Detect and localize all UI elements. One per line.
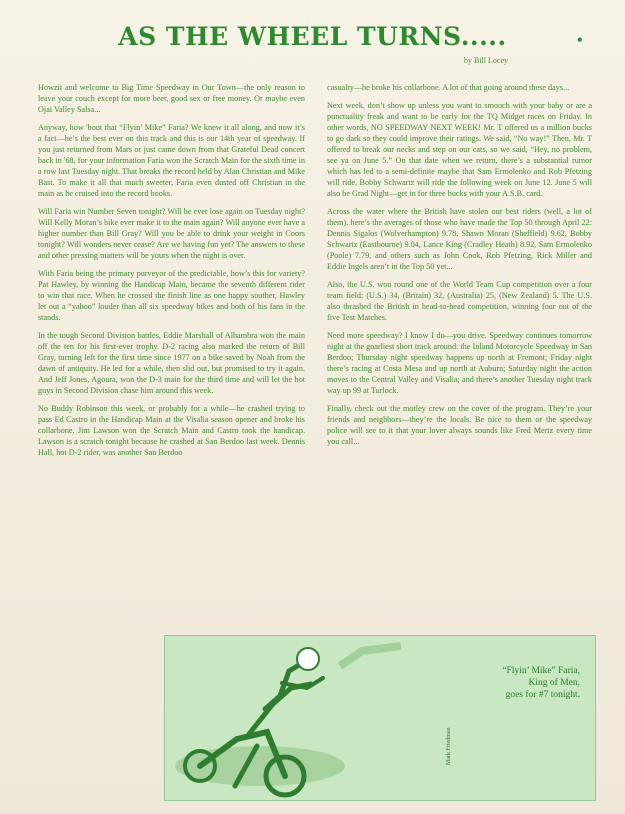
caption-line-3: goes for #7 tonight. (505, 690, 580, 700)
page-title: AS THE WHEEL TURNS..... (118, 22, 507, 51)
right-paragraph-1: casualty—he broke his collarbone. A lot of that going around these days... (327, 83, 570, 92)
right-paragraph-3: Across the water where the British have stolen our best riders (well, a lot of them), here’s the averages of those who have made the Top 50 through April 22: Dennis Sigalos (Wolverhampton) 9.78, Shawn Moran (Sheffield) 9.62, Bobby Schwartz (Eastbourne) 9.04, Lance King (Cradley Heath) 8.92, Sam Ermolenko (Poole) 7.79, and others such as John Cook, Rob Pfetzing, Rick Miller and Eddie Ingels aren’t in the Top 50 yet... (327, 207, 592, 271)
rider-photo (164, 635, 596, 801)
left-paragraph-3: Will Faria win Number Seven tonight? Will he ever lose again on Tuesday night? Will Kelly Moran’s bike ever make it to the main again? Will anyone ever have a higher number than Bill Gray? Will you be able to drink your weight in Coors tonight? Will wonders never cease? Are we having fun yet? The answers to these and other pressing matters will be yours when the night is over. (38, 207, 305, 260)
right-paragraph-5: Need more speedway? I know I do—you drive. Speedway continues tomorrow night at the gnarliest short track around: the Inland Motorcycle Speedway in San Berdoo; Thursday night speedway happens up north at Fremont; Friday night there’s racing at Costa Mesa and up north at Auburn; Saturday night the action moves to the Central Valley and Visalia; and there’s another Tuesday night track way up 99 at Turlock. (327, 331, 592, 395)
left-paragraph-5: In the tough Second Division battles, Eddie Marshall of Alhambra won the main off the ten for his first-ever trophy. D-2 racing also marked the return of Bill Gray, turning left for the first time since 1977 on a bike saved by Noah from the dawn of antiquity. He led for a while, then slid out, but promised to try it again. And Jeff Jones, Agoura, won the D-3 main for the third time and will let the hot guys in Second Division chase him around this week. (38, 331, 305, 395)
byline: by Bill Locey (464, 56, 508, 65)
left-paragraph-1: Howzit and welcome to Big Time Speedway in Our Town—the only reason to leave your couch except for more beer, good sex or free money. Or maybe even Ojai Valley Salsa... (38, 83, 305, 114)
left-paragraph-6: No Buddy Robinson this week, or probably for a while—he crashed trying to pass Ed Castro in the Handicap Main at the Visalia season opener and broke his collarbone. Jim Lawson won the Scratch Main and Castro took the handicap. Lawson is a scratch tonight because he crashed at San Berdoo last week. Dennis Hall, hot D-2 rider, was another San Berdoo (38, 404, 305, 457)
photo-credit: Mark Friedman (446, 727, 452, 765)
speedway-rider-image (165, 636, 595, 800)
left-paragraph-4: With Faria being the primary purveyor of the predictable, how’s this for variety? Pat Hawley, by winning the Handicap Main, became the seventh different rider to win that race. When he crossed the finish line as one happy souther, Hawley let out a “yahoo” louder than all six speedway bikes and both of his fans in the stands. (38, 269, 305, 322)
left-column (38, 82, 305, 465)
title-dot: • (577, 32, 583, 49)
right-paragraph-6: Finally, check out the motley crew on the cover of the program. They’re your friends and neighbors—they’re the locals. Be nice to them or the speedway police will see to it that your lover always sounds like Fred Mertz every time you call... (327, 404, 592, 446)
photo-caption (430, 665, 580, 701)
right-column (327, 82, 592, 454)
right-paragraph-4: Also, the U.S. won round one of the World Team Cup competition over a four team field: (U.S.) 34, (Britain) 32, (Australia) 25, (New Zealand) 5. The U.S. also thrashed the British in head-to-head competition, winning four out of the five Test Matches. (327, 280, 592, 322)
caption-line-1: “Flyin’ Mike” Faria, (502, 666, 580, 676)
left-paragraph-2: Anyway, how 'bout that “Flyin’ Mike” Faria? We knew it all along, and now it’s a fact—he’s the best ever on this track and this is our 14th year of speedway. If you just returned from Mars or just came down from that Grateful Dead concert back in '68, for your information Faria won the Scratch Main for the sixth time in a row last Tuesday night. That breaks the record held by Alan Christian and Mike Bast. To make it all that much sweeter, Faria even dusted off Christian in the main as he cruised into the record books. (38, 123, 305, 198)
caption-line-2: King of Men, (528, 678, 580, 688)
right-paragraph-2: Next week, don’t show up unless you want to smooch with your baby or are a punctuality freak and want to be early for the TQ Midget races on Friday. In other words, NO SPEEDWAY NEXT WEEK! Mr. T offered us a million bucks to go dark so they could improve their ratings. We said, “No way!” Then, Mr. T offered to break our necks and step on our cats, so we said, “Hey, no problem, see ya on June 5.” On that date when we return, there’s a substantial rumor which has led to a semi-definite maybe that Sam Ermolenko and Rob Pfetzing will ride. Bobby Schwartz will ride the following week on June 12. June 5 will also be Grad Night—get in for three bucks with your A.S.B. card. (327, 101, 592, 198)
